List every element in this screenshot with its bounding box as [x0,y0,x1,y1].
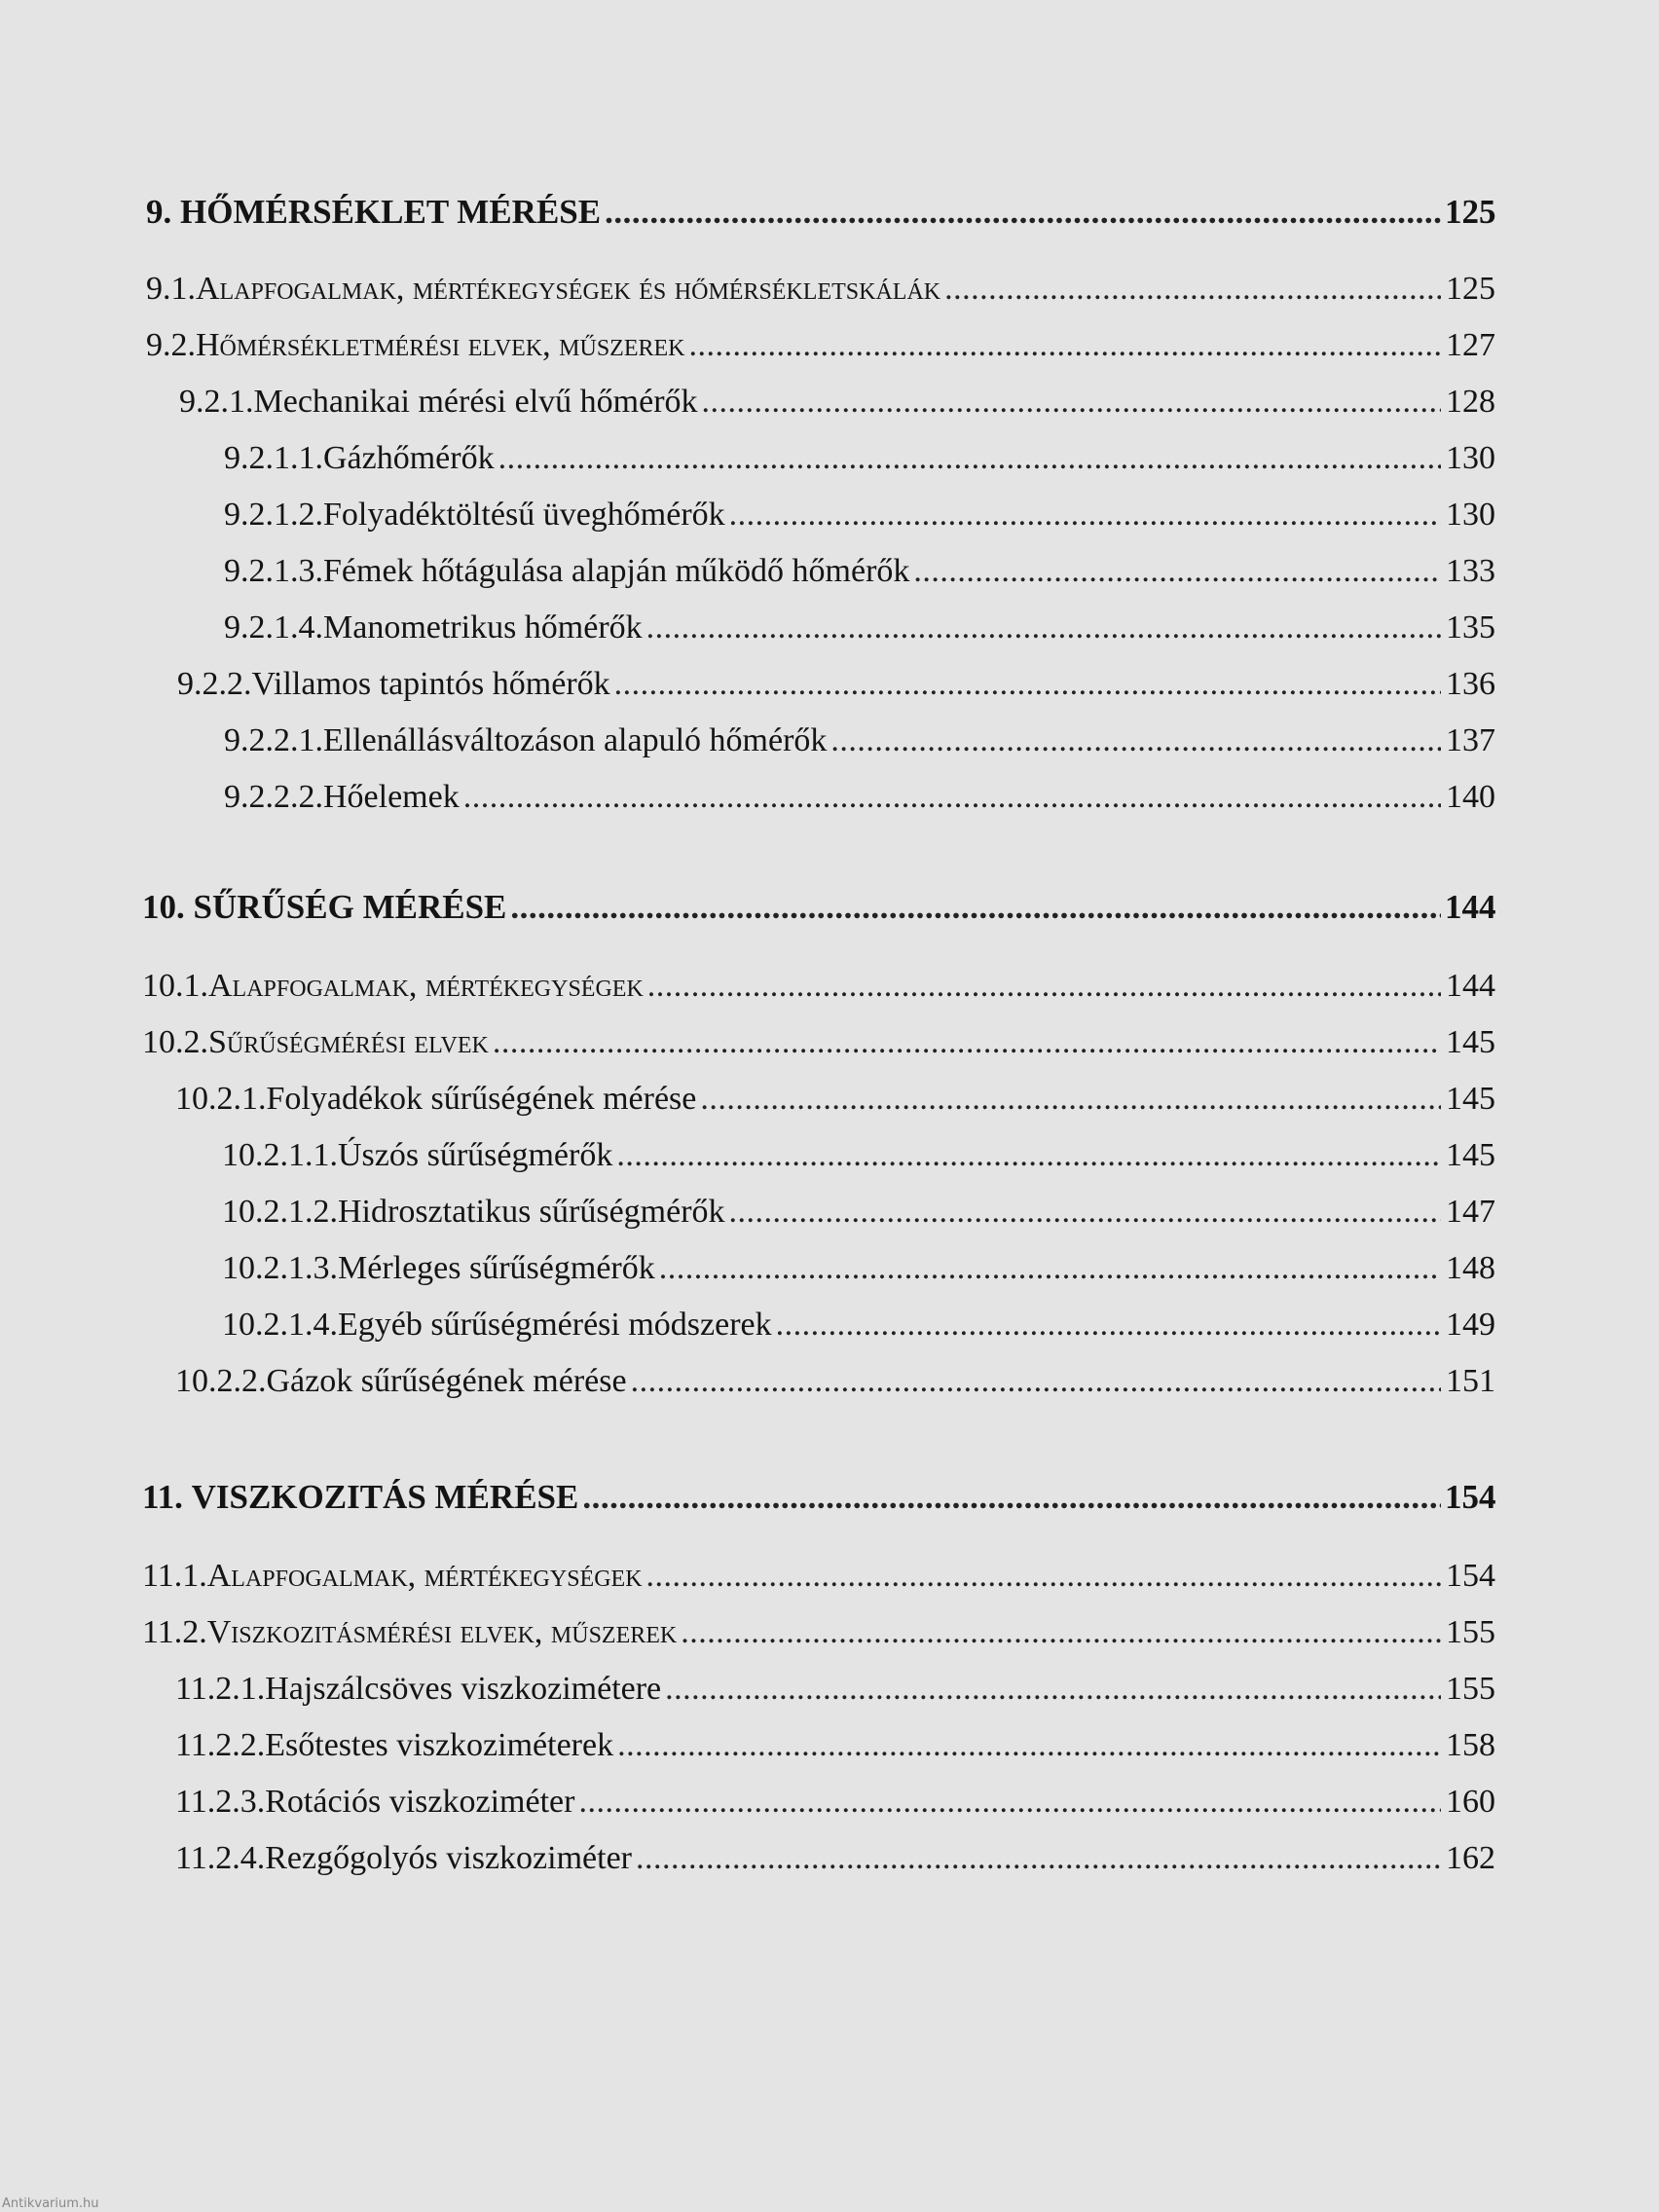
entry-title: Viszkozitásmérési elvek, műszerek [206,1614,678,1650]
entry-title: SŰRŰSÉG MÉRÉSE [193,888,507,926]
entry-page: 135 [1446,609,1495,645]
toc-section [142,1614,1495,1651]
entry-number: 10.1. [142,968,208,1004]
toc-subsubsection [222,1194,1495,1231]
entry-number: 10.2.2. [175,1363,267,1399]
entry-page: 154 [1445,1478,1496,1516]
entry-number: 10.2.1.1. [222,1137,338,1173]
toc-subsubsection [224,497,1495,534]
entry-number: 9.2.1. [179,384,254,420]
dot-leader [510,888,1441,927]
entry-page: 144 [1446,968,1495,1004]
entry-title: Gázok sűrűségének mérése [266,1363,627,1399]
entry-title: Hidrosztatikus sűrűségmérők [338,1194,725,1230]
entry-title: Ellenállásváltozáson alapuló hőmérők [323,722,828,758]
entry-number: 9.2.1.3. [224,553,323,589]
entry-title: Gázhőmérők [323,440,495,476]
toc-subsubsection [224,440,1495,477]
entry-number: 10.2.1. [175,1081,267,1117]
dot-leader [681,1614,1441,1651]
entry-page: 133 [1446,553,1495,589]
entry-page: 151 [1446,1363,1495,1399]
entry-number: 9.2.2.1. [224,722,323,758]
entry-number: 10.2. [142,1024,208,1060]
dot-leader [578,1784,1441,1821]
entry-page: 140 [1446,779,1495,815]
entry-title: VISZKOZITÁS MÉRÉSE [191,1478,579,1516]
dot-leader [463,779,1441,816]
entry-page: 162 [1446,1840,1495,1876]
toc-subsubsection [224,609,1495,646]
entry-title: Hőmérsékletmérési elvek, műszerek [196,327,685,363]
toc-chapter [146,193,1495,232]
entry-title: Villamos tapintós hőmérők [251,666,610,702]
entry-title: Esőtestes viszkoziméterek [265,1727,614,1763]
dot-leader [616,1137,1441,1174]
dot-leader [493,1024,1441,1061]
toc-section [142,968,1495,1005]
toc-subsection [177,666,1495,703]
entry-page: 125 [1445,193,1496,231]
entry-number: 11.2.1. [175,1671,266,1707]
entry-page: 145 [1446,1024,1495,1060]
dot-leader [498,440,1441,477]
entry-number: 9.2.2. [177,666,252,702]
entry-title: Hajszálcsöves viszkoziméterе [265,1671,662,1707]
dot-leader [636,1840,1441,1877]
entry-title: Alapfogalmak, mértékegységek és hőmérsékletskálák [196,271,941,307]
toc-subsection [175,1784,1495,1821]
entry-page: 154 [1446,1558,1495,1594]
entry-number: 10. [142,888,185,926]
entry-page: 137 [1446,722,1495,758]
toc-subsection [175,1727,1495,1764]
entry-title: Manometrikus hőmérők [323,609,643,645]
entry-page: 145 [1446,1081,1495,1117]
dot-leader [617,1727,1441,1764]
dot-leader [646,609,1441,646]
dot-leader [689,327,1441,364]
entry-title: Rotációs viszkoziméter [265,1784,575,1820]
toc-subsection [175,1363,1495,1400]
entry-number: 9.2.1.2. [224,497,323,533]
dot-leader [944,271,1441,308]
entry-number: 11.2. [142,1614,207,1650]
entry-title: Folyadékok sűrűségének mérése [266,1081,697,1117]
entry-number: 9.2.1.1. [224,440,323,476]
dot-leader [646,1558,1441,1595]
dot-leader [647,968,1441,1005]
entry-page: 125 [1446,271,1495,307]
entry-number: 10.2.1.2. [222,1194,338,1230]
dot-leader [729,1194,1441,1231]
entry-title: Alapfogalmak, mértékegységek [208,968,644,1004]
entry-number: 10.2.1.3. [222,1250,338,1286]
entry-page: 127 [1446,327,1495,363]
toc-subsubsection [222,1250,1495,1287]
entry-number: 9.2.1.4. [224,609,323,645]
entry-title: HŐMÉRSÉKLET MÉRÉSE [180,193,602,231]
entry-title: Mechanikai mérési elvű hőmérők [253,384,698,420]
toc-section [142,1024,1495,1061]
watermark: Antikvarium.hu [2,2196,99,2211]
entry-number: 11.1. [142,1558,207,1594]
dot-leader [631,1363,1441,1400]
dot-leader [582,1478,1441,1517]
entry-title: Egyéb sűrűségmérési módszerek [338,1307,772,1343]
entry-page: 147 [1446,1194,1495,1230]
toc-chapter [142,1478,1495,1517]
entry-page: 130 [1446,440,1495,476]
entry-page: 130 [1446,497,1495,533]
entry-number: 11.2.4. [175,1840,266,1876]
toc-subsubsection [224,553,1495,590]
entry-number: 10.2.1.4. [222,1307,338,1343]
toc-subsection [179,384,1495,421]
dot-leader [700,1081,1441,1118]
entry-page: 145 [1446,1137,1495,1173]
toc-subsubsection [224,722,1495,759]
entry-page: 144 [1445,888,1496,926]
dot-leader [605,193,1441,232]
entry-title: Rezgőgolyós viszkoziméter [265,1840,632,1876]
dot-leader [659,1250,1441,1287]
entry-page: 148 [1446,1250,1495,1286]
entry-page: 158 [1446,1727,1495,1763]
entry-title: Alapfogalmak, mértékegységek [206,1558,643,1594]
entry-number: 11. [142,1478,183,1516]
toc-subsubsection [222,1307,1495,1344]
dot-leader [614,666,1441,703]
toc-subsection [175,1840,1495,1877]
toc-subsection [175,1671,1495,1708]
dot-leader [665,1671,1441,1708]
entry-title: Mérleges sűrűségmérők [338,1250,655,1286]
toc-section [146,271,1495,308]
toc-chapter [142,888,1495,927]
entry-title: Fémek hőtágulása alapján működő hőmérők [323,553,910,589]
dot-leader [702,384,1441,421]
entry-page: 155 [1446,1671,1495,1707]
toc-subsection [175,1081,1495,1118]
entry-number: 11.2.2. [175,1727,266,1763]
dot-leader [776,1307,1441,1344]
toc-section [146,327,1495,364]
toc-subsubsection [222,1137,1495,1174]
entry-page: 155 [1446,1614,1495,1650]
toc-section [142,1558,1495,1595]
entry-page: 136 [1446,666,1495,702]
entry-title: Hőelemek [323,779,460,815]
dot-leader [913,553,1441,590]
entry-number: 9.2. [146,327,196,363]
entry-page: 160 [1446,1784,1495,1820]
entry-title: Sűrűségmérési elvek [208,1024,489,1060]
entry-title: Folyadéktöltésű üveghőmérők [323,497,725,533]
toc-subsubsection [224,779,1495,816]
entry-number: 9. [146,193,172,231]
entry-number: 9.2.2.2. [224,779,323,815]
entry-page: 128 [1446,384,1495,420]
entry-page: 149 [1446,1307,1495,1343]
entry-title: Úszós sűrűségmérők [338,1137,613,1173]
dot-leader [830,722,1441,759]
entry-number: 9.1. [146,271,196,307]
dot-leader [729,497,1441,534]
entry-number: 11.2.3. [175,1784,266,1820]
